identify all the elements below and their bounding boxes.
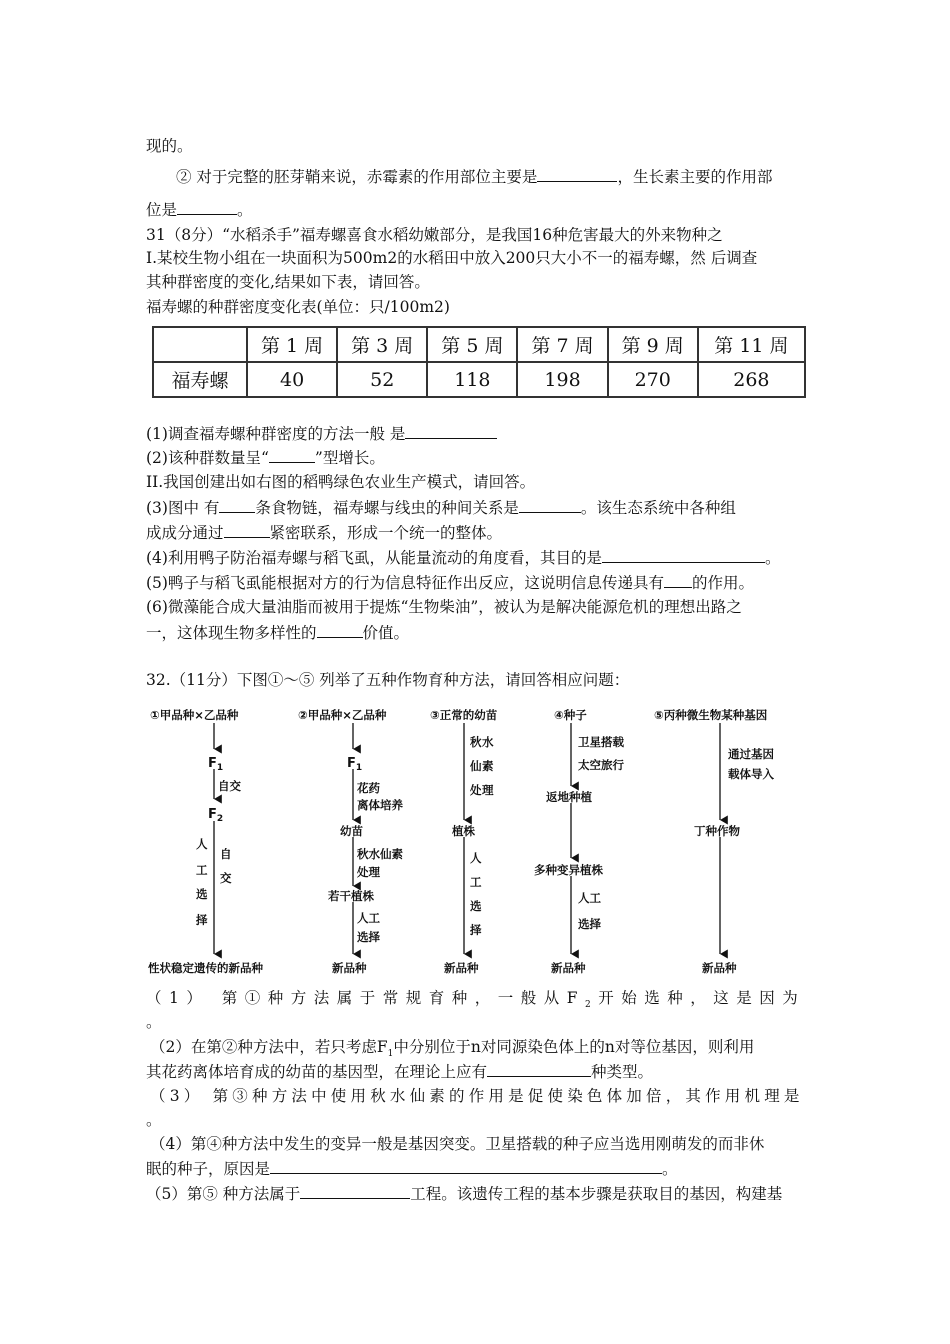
text: 。 [764, 549, 781, 567]
vchar: 择 [470, 923, 482, 937]
text: 种类型。 [591, 1063, 654, 1081]
step-label: 自交 [218, 779, 241, 793]
text-line: 现的。 [146, 137, 193, 155]
vchar: 理 [482, 783, 494, 797]
text-line [146, 622, 409, 643]
answer-blank[interactable] [224, 522, 270, 538]
step-label: 人工 [357, 911, 380, 925]
header-cell [153, 327, 247, 362]
text-line [146, 199, 253, 220]
answer-blank[interactable] [664, 572, 692, 588]
text-line [146, 547, 780, 568]
answer-blank[interactable] [537, 166, 617, 182]
method-4-title: ④种子 [554, 708, 587, 722]
table-cell: 118 [427, 362, 517, 397]
text: (4)利用鸭子防治福寿螺与稻飞虱，从能量流动的角度看，其目的是 [146, 549, 602, 567]
vchar: 选 [470, 899, 482, 913]
step-label: 选择 [578, 917, 601, 931]
text-line: 。 [146, 1111, 162, 1129]
text: 的作用。 [691, 574, 754, 592]
table-title: 福寿螺的种群密度变化表(单位：只/100m2) [146, 298, 450, 316]
table-row [153, 362, 805, 397]
table-cell: 198 [517, 362, 607, 397]
text-line [146, 423, 497, 444]
f-subscript: 1 [355, 763, 363, 773]
vchar: 人 [196, 837, 208, 851]
f-text: F [208, 756, 217, 771]
vchar: 交 [220, 871, 232, 885]
f1-label [347, 756, 362, 773]
method-3-result: 新品种 [444, 961, 479, 975]
vchar: 仙 [470, 759, 482, 773]
step-label: 人工 [578, 891, 601, 905]
header-cell: 第 5 周 [427, 327, 517, 362]
answer-blank[interactable] [270, 1158, 662, 1174]
text: （2）在第②种方法中，若只考虑F [150, 1038, 388, 1056]
method-1-title: ①甲品种×乙品种 [150, 708, 239, 722]
text: 条食物链，福寿螺与线虫的种间关系是 [255, 499, 519, 517]
subscript: 1 [387, 1049, 394, 1060]
step-label: 选择 [357, 930, 380, 944]
text: (2)该种群数量呈“ [146, 449, 269, 467]
answer-blank[interactable] [487, 1061, 591, 1077]
vchar: 素 [482, 759, 494, 773]
answer-blank[interactable] [177, 199, 237, 215]
text-line [146, 1158, 678, 1179]
header-cell: 第 9 周 [608, 327, 698, 362]
f-subscript: 1 [216, 763, 224, 773]
method-5-title: ⑤丙种微生物某种基因 [654, 708, 768, 722]
header-cell: 第 3 周 [337, 327, 427, 362]
vchar: 工 [196, 863, 208, 877]
text: 紧密联系，形成一个统一的整体。 [269, 524, 503, 542]
table-cell: 268 [698, 362, 805, 397]
text: （1） 第①种方法属于常规育种，一般从F [146, 989, 586, 1007]
step-label: 处理 [357, 865, 380, 879]
f-text: F [208, 807, 217, 822]
text-line [176, 166, 772, 187]
breeding-methods-diagram [146, 706, 796, 976]
text-line [146, 522, 502, 543]
text-line: 其种群密度的变化,结果如下表，请回答。 [146, 273, 430, 291]
vchar: 人 [470, 851, 482, 865]
text-line [146, 572, 754, 593]
text: 眠的种子，原因是 [146, 1160, 271, 1178]
text-line [146, 447, 385, 468]
text: 。 [237, 201, 253, 219]
method-2-result: 新品种 [332, 961, 367, 975]
f1-label [208, 756, 223, 773]
mid-label: 多种变异植株 [534, 863, 603, 877]
text-line [146, 1183, 782, 1204]
vchar: 选 [196, 887, 208, 901]
text-line: (6)微藻能合成大量油脂而被用于提炼“生物柴油”，被认为是解决能源危机的理想出路之 [146, 598, 742, 616]
table-header-row [153, 327, 805, 362]
text: 开始选种，这是因为 [598, 989, 806, 1007]
method-4-result: 新品种 [551, 961, 586, 975]
header-cell: 第 7 周 [517, 327, 607, 362]
vchar: 择 [196, 913, 208, 927]
table-cell: 270 [608, 362, 698, 397]
method-5-result: 新品种 [702, 961, 737, 975]
mid-label: 返地种植 [546, 790, 592, 804]
answer-blank[interactable] [405, 423, 497, 439]
text: (3)图中 有 [146, 499, 220, 517]
answer-blank[interactable] [519, 497, 581, 513]
vchar: 自 [220, 847, 232, 861]
mid-label: 植株 [452, 824, 475, 838]
answer-blank[interactable] [269, 447, 315, 463]
vchar: 秋 [470, 735, 482, 749]
step-label: 太空旅行 [578, 758, 624, 772]
text-line: 。 [146, 1013, 162, 1031]
text: ② 对于完整的胚芽鞘来说，赤霉素的作用部位主要是 [176, 168, 538, 186]
text: 其花药离体培育成的幼苗的基因型，在理论上应有 [146, 1063, 488, 1081]
mid-label: 丁种作物 [694, 824, 740, 838]
mid-label: 幼苗 [340, 824, 363, 838]
header-cell: 第 11 周 [698, 327, 805, 362]
vchar: 处 [470, 783, 482, 797]
table-cell: 40 [247, 362, 337, 397]
vchar: 工 [470, 875, 482, 889]
text-line: （4）第④种方法中发生的变异一般是基因突变。卫星搭载的种子应当选用刚萌发的而非休 [150, 1135, 765, 1153]
step-label: 花药 [357, 781, 380, 795]
answer-blank[interactable] [300, 1183, 410, 1199]
header-cell: 第 1 周 [247, 327, 337, 362]
subscript: 2 [585, 1000, 599, 1011]
table-cell: 52 [337, 362, 427, 397]
text: ，生长素主要的作用部 [617, 168, 773, 186]
text: （5）第⑤ 种方法属于 [146, 1185, 301, 1203]
text: 位是 [146, 201, 178, 219]
step-label: 载体导入 [728, 767, 774, 781]
text: (5)鸭子与稻飞虱能根据对方的行为信息特征作出反应，这说明信息传递具有 [146, 574, 664, 592]
step-label: 卫星搭载 [578, 735, 624, 749]
text: 工程。该遗传工程的基本步骤是获取目的基因，构建基 [410, 1185, 783, 1203]
mid-label: 若干植株 [328, 889, 374, 903]
text: 。 [662, 1160, 678, 1178]
step-label: 离体培养 [357, 798, 403, 812]
text-line [146, 988, 805, 1015]
text-line: II.我国创建出如右图的稻鸭绿色农业生产模式，请回答。 [146, 473, 536, 491]
text: 成成分通过 [146, 524, 224, 542]
f2-label [208, 807, 223, 824]
text-line [146, 1061, 653, 1082]
text-line: （3） 第③种方法中使用秋水仙素的作用是促使染色体加倍，其作用机理是 [150, 1087, 804, 1105]
step-label: 通过基因 [728, 747, 774, 761]
f-text: F [347, 756, 356, 771]
text: (1)调查福寿螺种群密度的方法一般 是 [146, 425, 406, 443]
text: ”型增长。 [314, 449, 385, 467]
population-density-table [152, 326, 806, 398]
method-3-title: ③正常的幼苗 [430, 708, 498, 722]
method-2-title: ②甲品种×乙品种 [298, 708, 387, 722]
step-label: 秋水仙素 [357, 847, 403, 861]
text: 价值。 [362, 624, 410, 642]
text-line [146, 497, 736, 518]
answer-blank[interactable] [219, 497, 255, 513]
f-subscript: 2 [216, 814, 224, 824]
text: 一，这体现生物多样性的 [146, 624, 317, 642]
answer-blank[interactable] [602, 547, 765, 563]
row-label: 福寿螺 [153, 362, 247, 397]
question-32: 32.（11分）下图①～⑤ 列举了五种作物育种方法，请回答相应问题： [146, 671, 630, 689]
question-31: 31（8分）“水稻杀手”福寿螺喜食水稻幼嫩部分，是我国16种危害最大的外来物种之 [146, 226, 723, 244]
text: 。该生态系统中各种组 [580, 499, 736, 517]
answer-blank[interactable] [317, 622, 363, 638]
text: 中分别位于n对同源染色体上的n对等位基因，则利用 [393, 1038, 755, 1056]
text-line: I.某校生物小组在一块面积为500m2的水稻田中放入200只大小不一的福寿螺，然 后调查 [146, 249, 758, 267]
method-1-result: 性状稳定遗传的新品种 [148, 961, 263, 975]
arrows [214, 723, 720, 954]
vchar: 水 [482, 735, 494, 749]
